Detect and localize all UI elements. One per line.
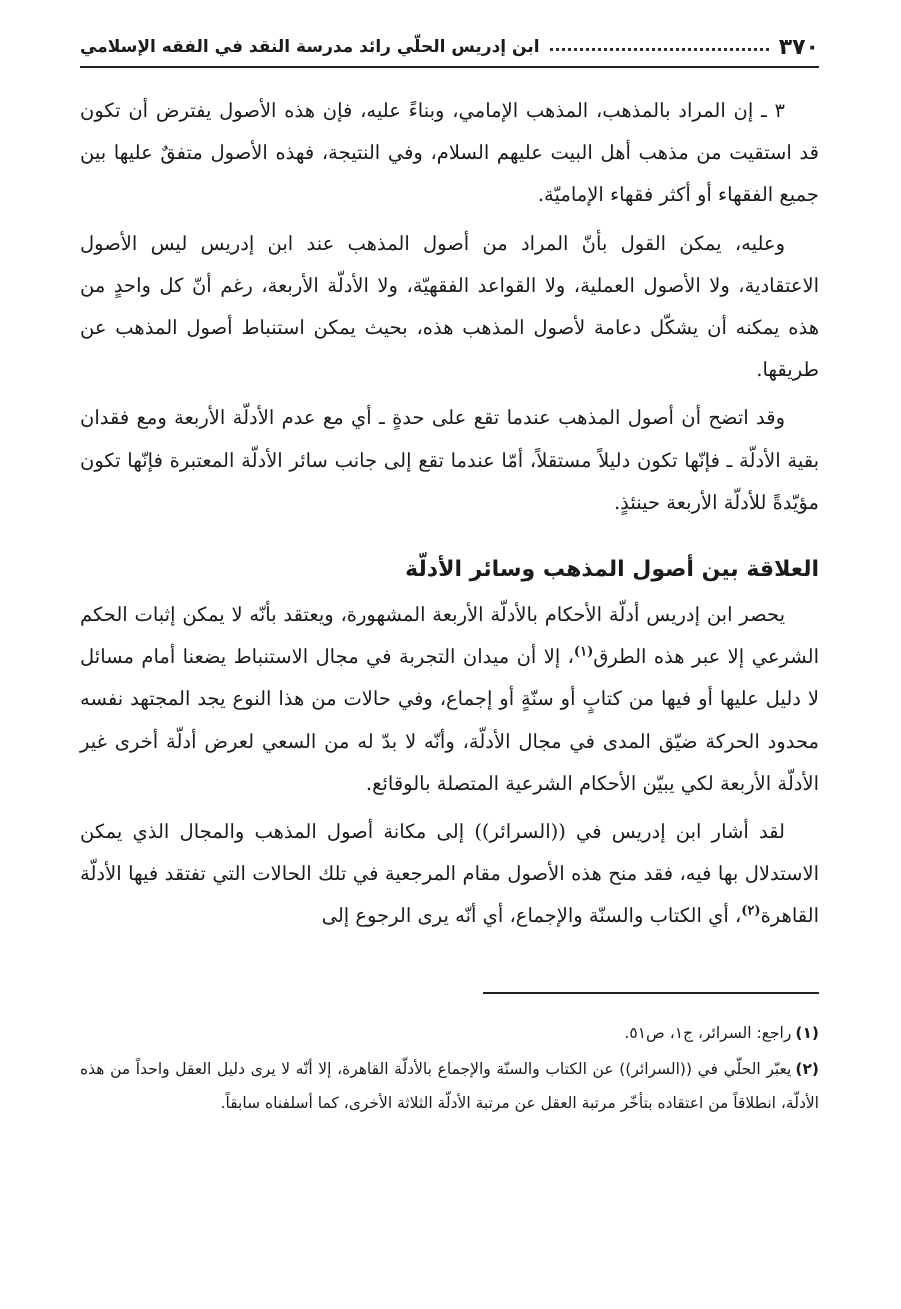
footnote-2-number: (٢) <box>795 1060 819 1078</box>
section-heading: العلاقة بين أصول المذهب وسائر الأدلّة <box>405 557 819 583</box>
footnote-separator <box>483 992 819 994</box>
footnotes <box>80 1016 819 1122</box>
header-dot-leader <box>550 48 769 51</box>
section-paragraph-one-text-a: يحصر ابن إدريس أدلّة الأحكام بالأدلّة الأربعة المشهورة، ويعتقد بأنّه لا يمكن إثبات الحكم الشرعي إلا عبر هذه الطرق <box>80 603 819 669</box>
footnote-1 <box>80 1016 819 1050</box>
running-title: ابن إدريس الحلّي رائد مدرسة النقد في الفقه الإسلامي <box>80 37 540 57</box>
section-paragraph-two-text-a: لقد أشار ابن إدريس في ((السرائر)) إلى مكانة أصول المذهب والمجال الذي يمكن الاستدلال بها فيه، فقد منح هذه الأصول مقام المرجعية في تلك الحالات التي تفتقد فيها الأدلّة القاهرة <box>80 820 819 928</box>
footnote-2 <box>80 1052 819 1120</box>
footnote-ref-2: (٢) <box>741 903 761 919</box>
footnote-1-text: راجع: السرائر، ج١، ص٥١. <box>624 1024 792 1042</box>
paragraph-clarification: وقد اتضح أن أصول المذهب عندما تقع على حدةٍ ـ أي مع عدم الأدلّة الأربعة ومع فقدان بقية الأدلّة ـ فإنّها تكون دليلاً مستقلاً، أمّا عندما تقع إلى جانب سائر الأدلّة المعتبرة فإنّها تكون مؤيّدةً للأدلّة الأربعة حينئذٍ. <box>80 406 819 514</box>
running-header <box>80 30 819 64</box>
page-number: ٣٧٠ <box>778 34 819 60</box>
paragraph-point-three: ٣ ـ إن المراد بالمذهب، المذهب الإمامي، وبناءً عليه، فإن هذه الأصول يفترض أن تكون قد استقيت من مذهب أهل البيت عليهم السلام، وفي النتيجة، فهذه الأصول متفقٌ عليها بين جميع الفقهاء أو أكثر فقهاء الإماميّة. <box>80 99 819 207</box>
footnote-2-text: يعبّر الحلّي في ((السرائر)) عن الكتاب والسنّة والإجماع بالأدلّة القاهرة، إلا أنّه لا يرى دليل العقل واحداً من هذه الأدلّة، انطلاقاً من اعتقاده بتأخّر مرتبة العقل عن مرتبة الأدلّة الثلاثة الأخرى، كما أسلفناه سابقاً. <box>80 1060 819 1112</box>
main-text <box>80 90 819 944</box>
section-paragraph-one-text-b: ، إلا أن ميدان التجربة في مجال الاستنباط يضعنا أمام مسائل لا دليل عليها أو فيها من كتابٍ أو سنّةٍ أو إجماع، وفي حالات من هذا النوع يجد المجتهد نفسه محدود الحركة ضيّق المدى في مجال الأدلّة، وأنّه لا بدّ له من السعي لعرض أدلّة أخرى غير الأدلّة الأربعة لكي يبيّن الأحكام الشرعية المتصلة بالوقائع. <box>80 645 819 795</box>
section-paragraph-one <box>80 594 819 805</box>
header-rule <box>80 66 819 68</box>
section-paragraph-two <box>80 811 819 938</box>
footnote-ref-1: (١) <box>573 644 594 660</box>
footnote-1-number: (١) <box>795 1024 819 1042</box>
paragraph-conclusion: وعليه، يمكن القول بأنّ المراد من أصول المذهب عند ابن إدريس ليس الأصول الاعتقادية، ولا الأصول العملية، ولا القواعد الفقهيّة، ولا الأدلّة الأربعة، رغم أنّ كل واحدٍ من هذه يمكنه أن يشكّل دعامة لأصول المذهب هذه، بحيث يمكن استنباط أصول المذهب عن طريقها. <box>80 231 819 382</box>
section-paragraph-two-text-b: ، أي الكتاب والسنّة والإجماع، أي أنّه يرى الرجوع إلى <box>321 904 742 928</box>
